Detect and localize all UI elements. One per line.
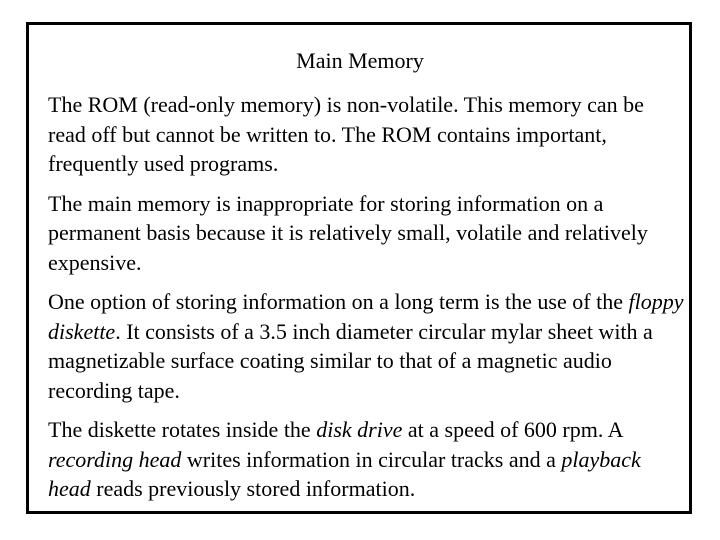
slide-title (0, 47, 720, 75)
paragraph-rom (48, 90, 684, 179)
paragraph-rom-text: The ROM (read-only memory) is non-volatile. This memory can be read off but cannot be written to. The ROM contains important, frequently used programs. (48, 92, 644, 176)
slide-body (48, 90, 684, 514)
paragraph-floppy-diskette (48, 287, 684, 405)
paragraph-disk-text-1: The diskette rotates inside the (48, 417, 317, 442)
paragraph-disk-text-2: at a speed of 600 rpm. A (402, 417, 623, 442)
paragraph-floppy-text-2: . It consists of a 3.5 inch diameter circular mylar sheet with a magnetizable surface coating similar to that of a magnetic audio recording tape. (48, 318, 653, 403)
term-recording-head: recording head (48, 446, 182, 472)
paragraph-main-memory-text: The main memory is inappropriate for storing information on a permanent basis because it is relatively small, volatile and relatively expensive. (48, 190, 648, 275)
paragraph-floppy-text-1: One option of storing information on a long term is the use of the (48, 289, 629, 314)
term-disk-drive: disk drive (316, 417, 403, 442)
paragraph-disk-drive (48, 415, 684, 504)
term-floppy-diskette: floppy diskette (48, 289, 684, 344)
term-playback-head: playback head (48, 446, 641, 501)
paragraph-disk-text-3: writes information in circular tracks and a (181, 446, 562, 472)
paragraph-main-memory (48, 189, 684, 278)
slide-title-text: Main Memory (296, 48, 424, 73)
paragraph-disk-text-4: reads previously stored information. (90, 476, 416, 501)
